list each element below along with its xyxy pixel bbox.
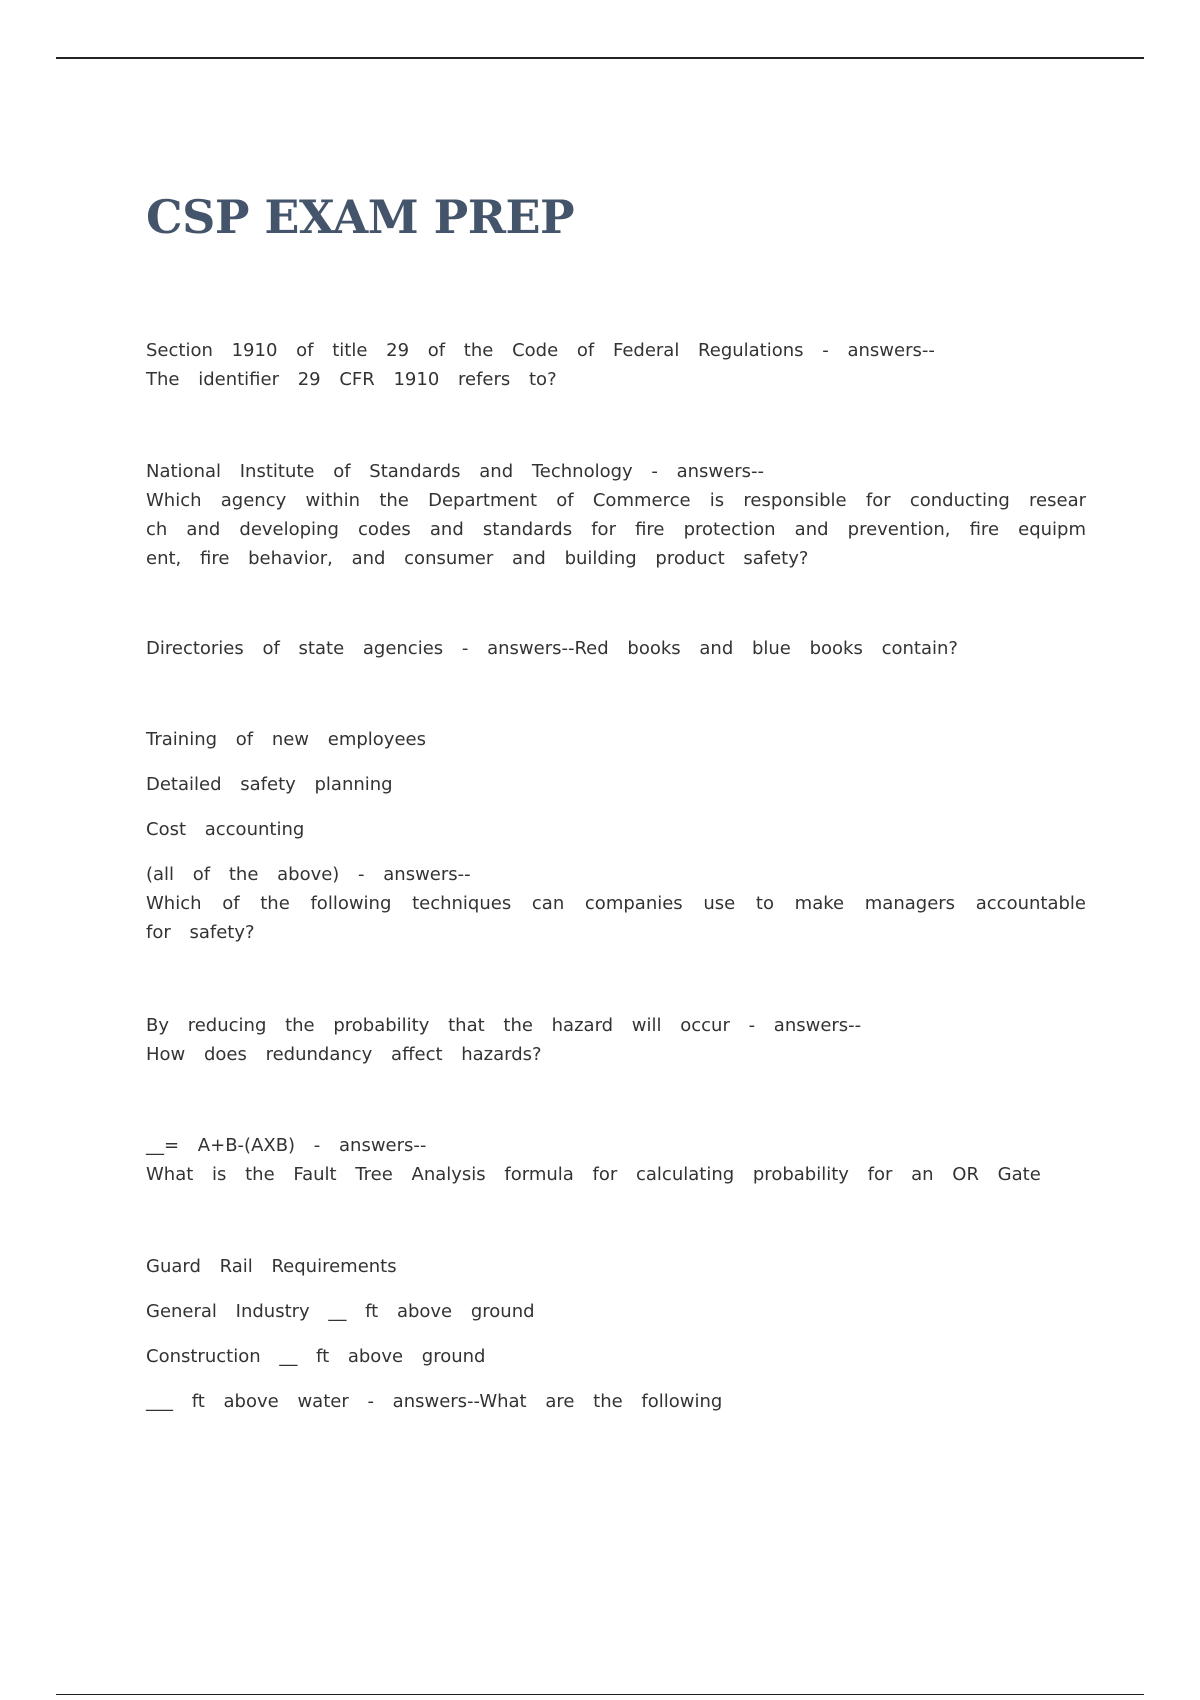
question-text: The identifier 29 CFR 1910 refers to?	[146, 369, 557, 390]
answer-text: National Institute of Standards and Technology - answers--	[146, 461, 764, 482]
page-title: CSP EXAM PREP	[146, 190, 575, 244]
option-line: Construction __ ft above ground	[146, 1346, 486, 1367]
option-line: Detailed safety planning	[146, 774, 393, 795]
question-text: What is the Fault Tree Analysis formula for calculating probability for an OR Gate	[146, 1164, 1041, 1185]
question-text: Which of the following techniques can companies use to make managers accountable for safety?	[146, 893, 1086, 943]
bottom-rule	[56, 1694, 1144, 1695]
qa-item-3	[146, 634, 1086, 663]
qa-item-1	[146, 336, 1086, 394]
qa-item-6	[146, 1131, 1086, 1189]
qa-item-2	[146, 457, 1086, 573]
qa-item-4	[146, 725, 1086, 947]
option-line: Cost accounting	[146, 819, 305, 840]
answer-text: Directories of state agencies - answers--Red books and blue books contain?	[146, 638, 958, 659]
qa-item-5	[146, 1011, 1086, 1069]
option-line: General Industry __ ft above ground	[146, 1301, 535, 1322]
answer-text: __= A+B-(AXB) - answers--	[146, 1135, 427, 1156]
qa-item-7	[146, 1252, 1086, 1416]
answer-text: Section 1910 of title 29 of the Code of Federal Regulations - answers--	[146, 340, 935, 361]
top-rule	[56, 57, 1144, 59]
answer-text: (all of the above) - answers--	[146, 864, 471, 885]
question-text: Which agency within the Department of Commerce is responsible for conducting research and developing codes and standards for fire protection and prevention, fire equipment, fire behavior, and consumer and building product safety?	[146, 490, 1086, 569]
option-line: Guard Rail Requirements	[146, 1256, 397, 1277]
question-text: How does redundancy affect hazards?	[146, 1044, 542, 1065]
option-line: Training of new employees	[146, 729, 426, 750]
answer-text: ___ ft above water - answers--What are the following	[146, 1391, 723, 1412]
answer-text: By reducing the probability that the hazard will occur - answers--	[146, 1015, 862, 1036]
